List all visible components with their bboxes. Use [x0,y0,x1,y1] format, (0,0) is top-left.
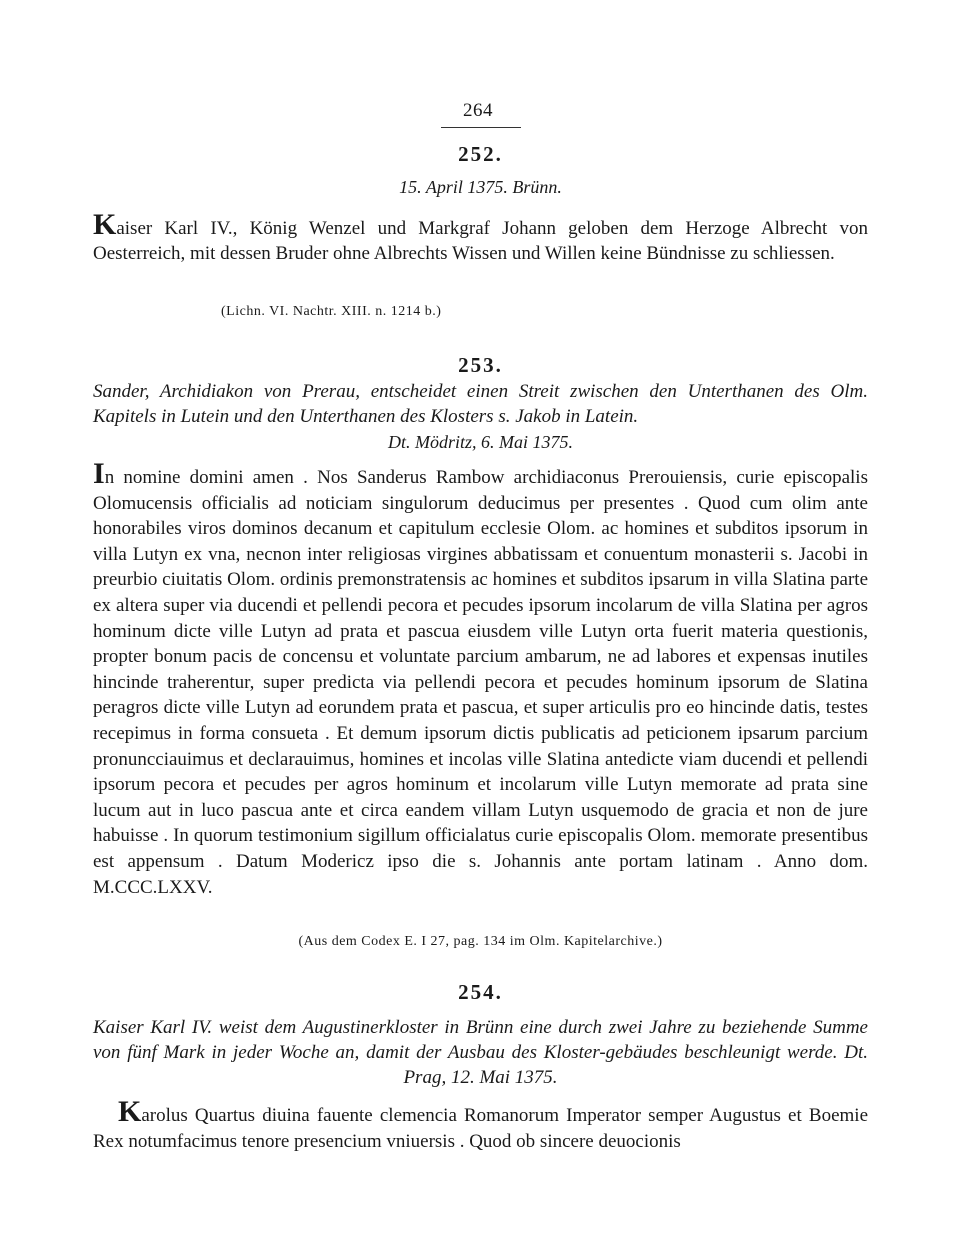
entry-253-number: 253. [458,353,503,377]
entry-254-summary: Kaiser Karl IV. weist dem Augustinerkloster in Brünn eine durch zwei Jahre zu beziehende Summe von fünf Mark in jeder Woche an, damit der Ausbau des Kloster-gebäudes beschleunigt werde. Dt. Prag, 12. Mai 1375. [93,1017,868,1088]
entry-253-source: (Aus dem Codex E. I 27, pag. 134 im Olm. Kapitelarchive.) [298,934,663,949]
entry-253-initial: I [93,457,105,490]
entry-253-summary: Sander, Archidiakon von Prerau, entscheidet einen Streit zwischen den Unterthanen des Olm. Kapitels in Lutein und den Unterthanen des Klosters s. Jakob in Latein. [93,381,868,427]
entry-254-text [93,1095,868,1154]
entry-252-source: (Lichn. VI. Nachtr. XIII. n. 1214 b.) [221,304,442,319]
entry-252-initial: K [93,208,117,241]
entry-254-number: 254. [458,980,503,1004]
page-number-rule [441,127,521,128]
entry-252-number: 252. [458,142,503,166]
page-number: 264 [463,100,493,121]
entry-253-date: Dt. Mödritz, 6. Mai 1375. [387,432,573,452]
entry-252-summary [93,208,868,266]
entry-254-initial: K [118,1095,142,1128]
entry-253-text-body: n nomine domini amen . Nos Sanderus Rambow archidiaconus Prerouiensis, curie episcopalis Olomucensis officialis ad noticiam singulorum deducimus per presentes . Quod cum olim ante honorabiles viros dominos decanum et capitulum ecclesie Olom. ac homines et subditos ipsorum in villa Lutyn ex vna, necnon inter religiosas virgines abbatissam et conuentum monasterii s. Jacobi in preurbio ciuitatis Olom. ordinis premonstratensis ac homines et subditos ipsarum in villa Slatina parte ex altera super via ducendi et pellendi pecora et pecudes ipsorum incolarum de villa Slatina per agros hominum dicte ville Lutyn ad prata et pascua eiusdem ville Lutyn orta fuerit materia questionis, propter bonum pacis de concensu et voluntate parcium ambarum, ne ad labores et expensas inutiles hincinde traherentur, super predicta via pellendi pecora et pecudes hominum ipsorum de Slatina peragros dicte ville Lutyn ad eorundem prata et pascua, et super articulis pro eo hincinde datis, testes recepimus in forma consueta . Et demum ipsorum dictis publicatis ad peticionem ipsarum parcium pronuncciauimus et declarauimus, homines et incolas ville Slatina antedicte viam ducendi et pellendi ipsorum pecora et pecudes per agros hominum et incolarum ville Lutyn memorate ad prata sine lucum aut in luco pascua ante et circa eandem villam Lutyn usquemodo de gracia et non de jure habuisse . In quorum testimonium sigillum officialatus curie episcopalis Olom. memorate presentibus est appensum . Datum Modericz ipso die s. Johannis ante portam latinam . Anno dom. M.CCC.LXXV. [93,467,868,898]
entry-254-text-body: arolus Quartus diuina fauente clemencia Romanorum Imperator semper Augustus et Boemie Rex notumfacimus tenore presencium vniuersis . Quod ob sincere deuocionis [93,1105,868,1152]
entry-252-summary-text: aiser Karl IV., König Wenzel und Markgraf Johann geloben dem Herzoge Albrecht von Oesterreich, mit dessen Bruder ohne Albrechts Wissen und Willen keine Bündnisse zu schliessen. [93,218,868,264]
entry-253-text [93,457,868,900]
entry-252-date: 15. April 1375. Brünn. [399,177,562,197]
